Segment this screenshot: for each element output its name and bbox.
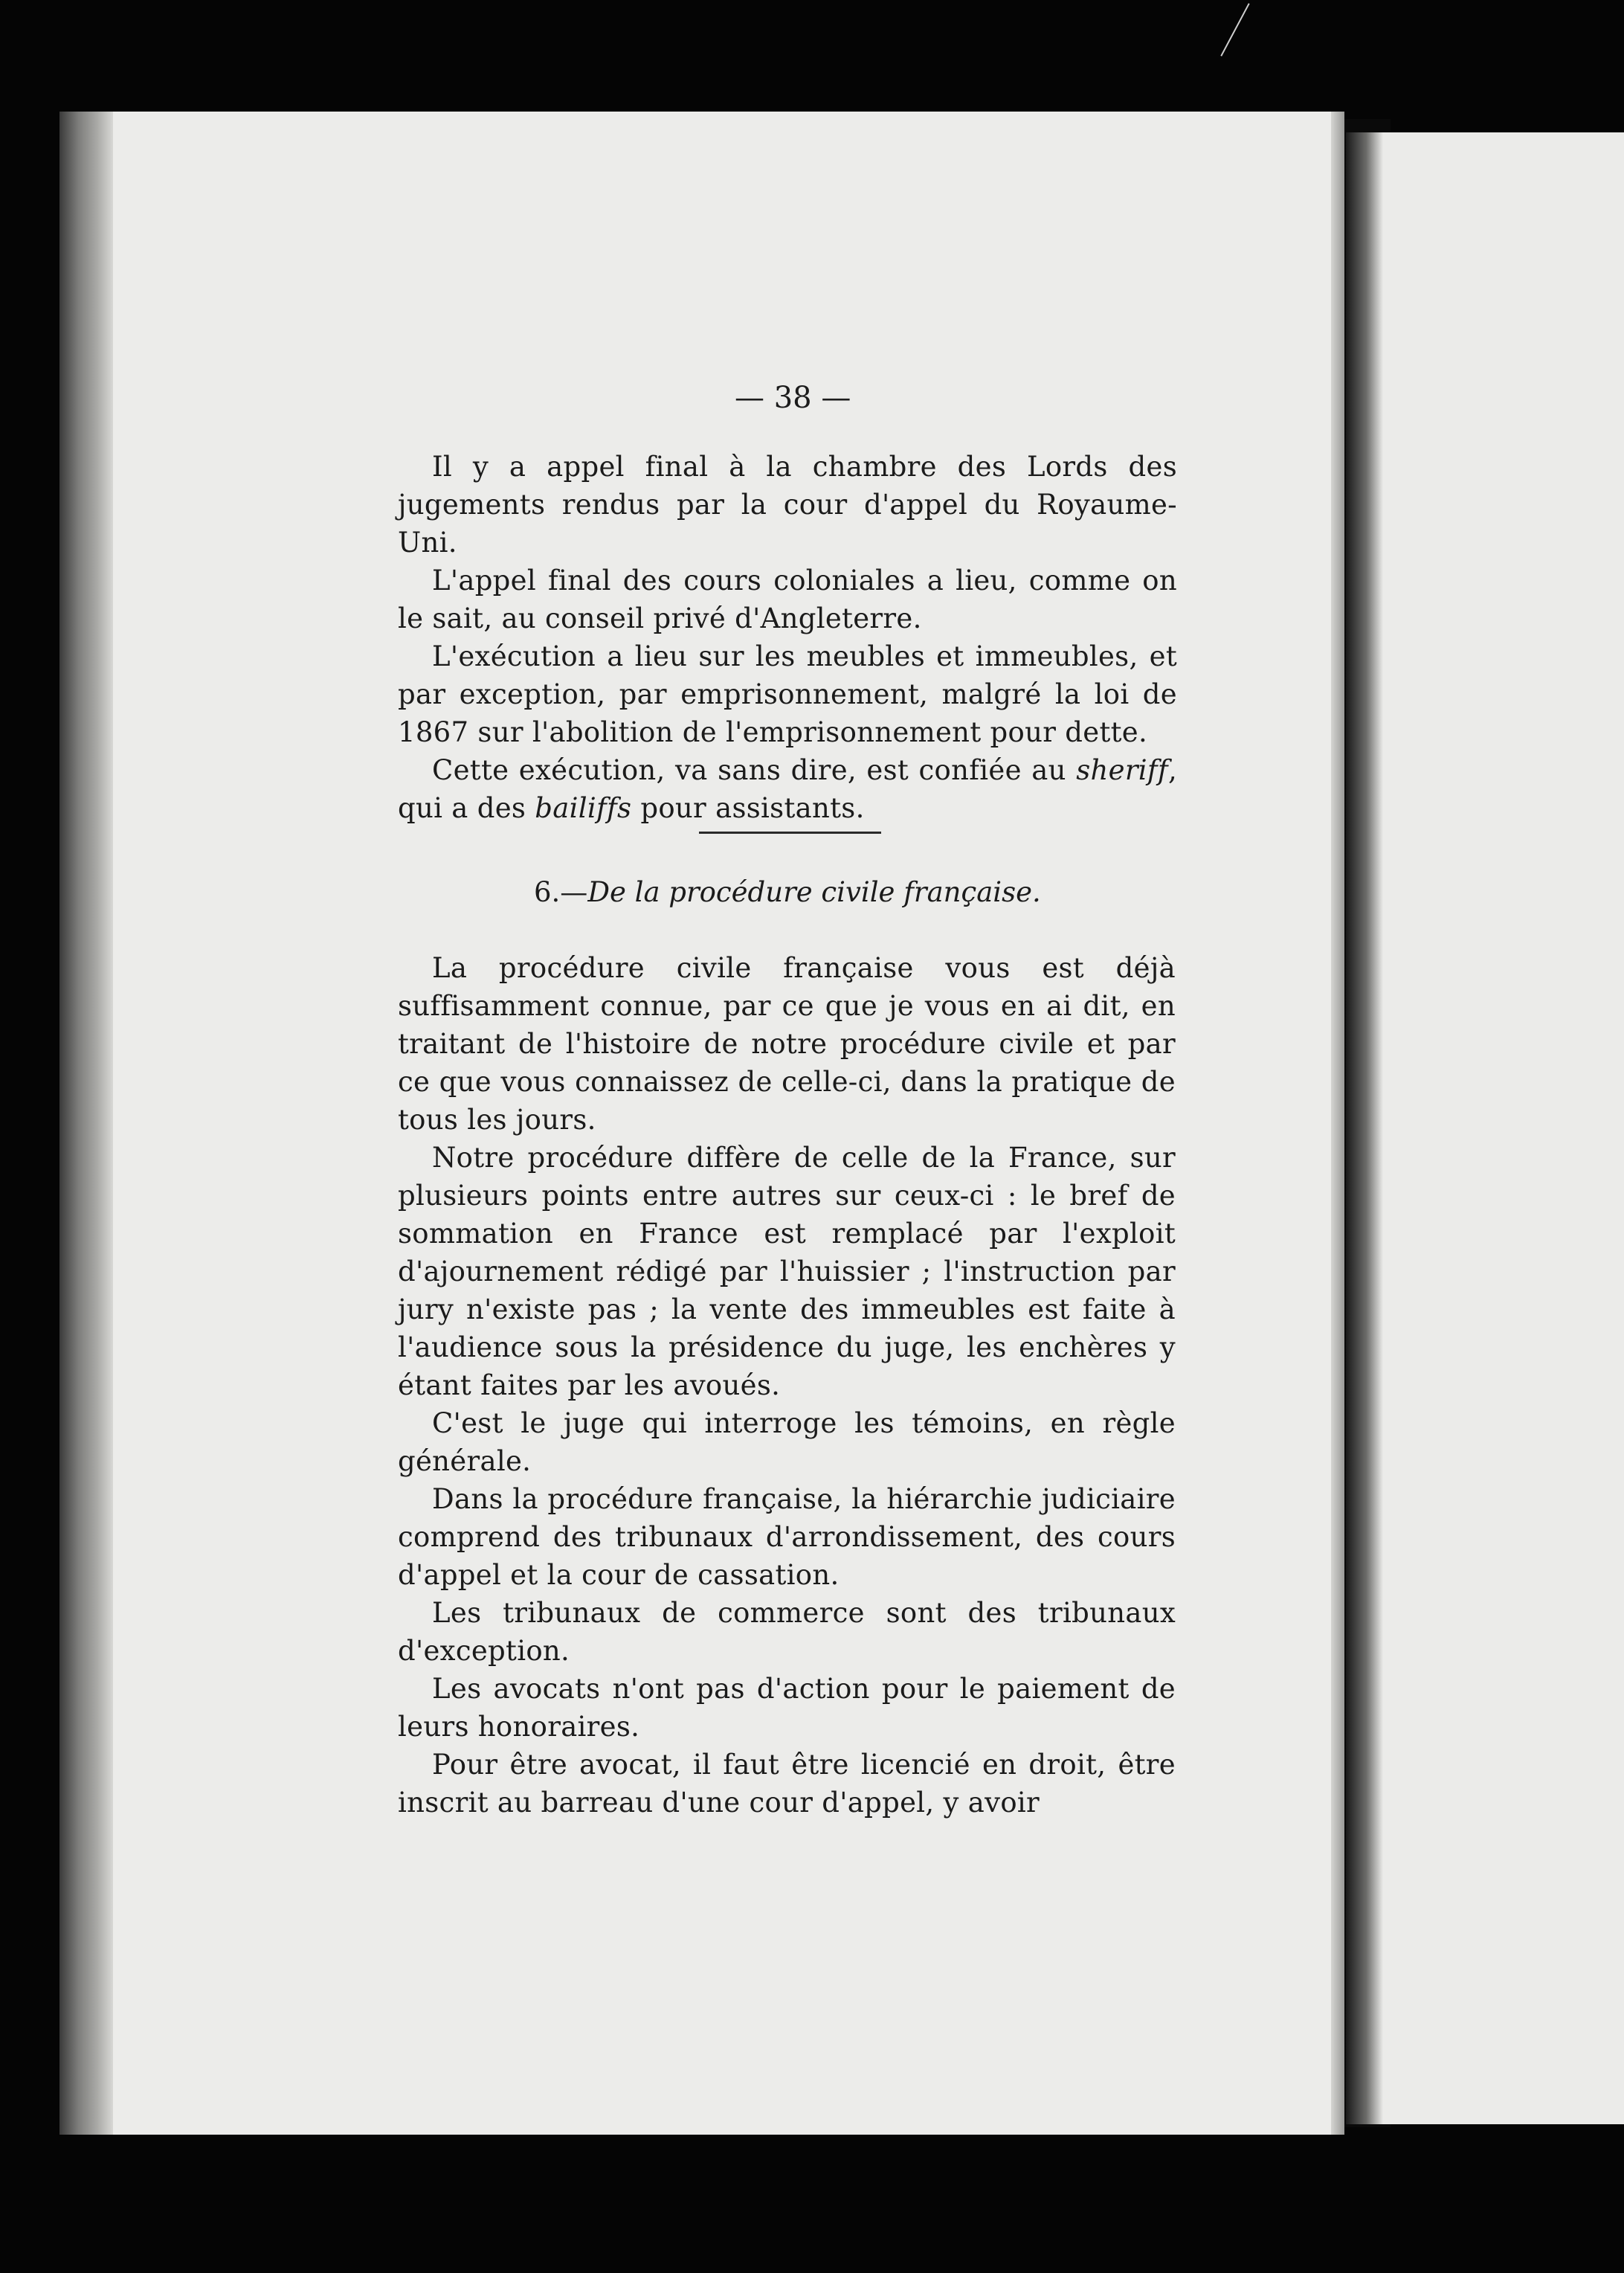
paragraph-execution: L'exécution a lieu sur les meubles et immeubles, et par exception, par emprisonnement, malgré la loi de 1867 sur l'abolition de l'emprisonnement pour dette. xyxy=(398,640,1177,748)
paragraph-judge-witnesses: C'est le juge qui interroge les témoins, en règle générale. xyxy=(398,1407,1176,1477)
sheriff-text-2: , qui a des xyxy=(398,754,1177,824)
left-page-spine xyxy=(59,112,113,2135)
section-divider xyxy=(699,832,881,834)
paragraph-lawyers-fees: Les avocats n'ont pas d'action pour le paiement de leurs honoraires. xyxy=(398,1673,1176,1743)
sheriff-text-1: Cette exécution, va sans dire, est confiée au xyxy=(432,754,1077,786)
film-scratch xyxy=(1220,3,1249,57)
left-page-edge xyxy=(1331,112,1344,2135)
sheriff-term: sheriff xyxy=(1076,754,1168,786)
bailiffs-term: bailiffs xyxy=(535,792,632,824)
paragraph-differences: Notre procédure diffère de celle de la France, sur plusieurs points entre autres sur ceux-ci : le bref de sommation en France est remplacé par l'exploit d'ajournement rédigé par l'huissier ; l'instruction par jury n'existe pas ; la vente des immeubles est faite à l'audience sous la présidence du juge, les enchères y étant faites par les avoués. xyxy=(398,1142,1176,1401)
sheriff-text-3: pour assistants. xyxy=(631,792,865,824)
right-page-shadow xyxy=(1346,132,1383,2124)
right-page xyxy=(1346,132,1624,2124)
paragraph-hierarchy: Dans la procédure française, la hiérarchie judiciaire comprend des tribunaux d'arrondissement, des cours d'appel et la cour de cassation. xyxy=(398,1483,1176,1591)
section-text-block xyxy=(398,949,1176,1822)
section-title: De la procédure civile française. xyxy=(587,876,1041,908)
paragraph-sheriff xyxy=(398,751,1177,827)
section-heading xyxy=(534,876,1041,908)
paragraph-appeal-lords: Il y a appel final à la chambre des Lords des jugements rendus par la cour d'appel du Royaume-Uni. xyxy=(398,451,1177,559)
section-number: 6.— xyxy=(534,876,588,908)
paragraph-commerce-courts: Les tribunaux de commerce sont des tribunaux d'exception. xyxy=(398,1597,1176,1667)
top-text-block xyxy=(398,448,1177,827)
paragraph-french-procedure: La procédure civile française vous est déjà suffisamment connue, par ce que je vous en ai dit, en traitant de l'histoire de notre procédure civile et par ce que vous connaissez de celle-ci, dans la pratique de tous les jours. xyxy=(398,952,1176,1136)
paragraph-become-lawyer: Pour être avocat, il faut être licencié en droit, être inscrit au barreau d'une cour d'appel, y avoir xyxy=(398,1749,1176,1819)
paragraph-colonial-appeal: L'appel final des cours coloniales a lieu, comme on le sait, au conseil privé d'Angleterre. xyxy=(398,565,1177,634)
page-number: — 38 — xyxy=(735,381,851,415)
